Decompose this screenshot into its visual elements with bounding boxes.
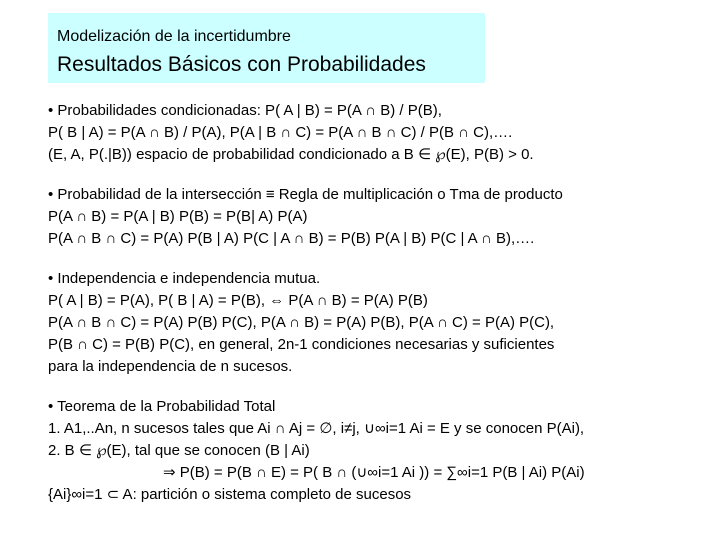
conditional-probability-block: [48, 100, 716, 166]
text-line: ⇒ P(B) = P(B ∩ E) = P( B ∩ (∪∞i=1 Ai )) = ∑∞i=1 P(B | Ai) P(Ai): [163, 464, 585, 481]
text-line: • Teorema de la Probabilidad Total: [48, 398, 276, 415]
text-line: P( B | A) = P(A ∩ B) / P(A), P(A | B ∩ C) = P(A ∩ B ∩ C) / P(B ∩ C),….: [48, 124, 513, 141]
slide-content: [48, 100, 716, 524]
text-line: P(A ∩ B ∩ C) = P(A) P(B | A) P(C | A ∩ B) = P(B) P(A | B) P(C | A ∩ B),….: [48, 230, 535, 247]
total-probability-block: [48, 396, 716, 506]
text-line: {Ai}∞i=1 ⊂ A: partición o sistema completo de sucesos: [48, 486, 412, 503]
independence-block: [48, 268, 716, 378]
text-line: P(A ∩ B) = P(A | B) P(B) = P(B| A) P(A): [48, 208, 308, 225]
text-line: • Independencia e independencia mutua.: [48, 270, 321, 287]
title-box: [48, 13, 485, 83]
slide-title: Resultados Básicos con Probabilidades: [57, 53, 426, 76]
text-line: • Probabilidad de la intersección ≡ Regla de multiplicación o Tma de producto: [48, 186, 563, 203]
text-line: 2. B ∈ ℘(E), tal que se conocen (B | Ai): [48, 442, 310, 459]
text-line: P(B ∩ C) = P(B) P(C), en general, 2n-1 condiciones necesarias y suficientes: [48, 336, 555, 353]
text-line: para la independencia de n sucesos.: [48, 358, 293, 375]
text-line: P( A | B) = P(A), P( B | A) = P(B), ⇔ P(A ∩ B) = P(A) P(B): [48, 292, 428, 309]
text-line: P(A ∩ B ∩ C) = P(A) P(B) P(C), P(A ∩ B) = P(A) P(B), P(A ∩ C) = P(A) P(C),: [48, 314, 555, 331]
slide-subtitle: Modelización de la incertidumbre: [57, 28, 291, 45]
text-line: (E, A, P(.|B)) espacio de probabilidad condicionado a B ∈ ℘(E), P(B) > 0.: [48, 146, 534, 163]
text-line: • Probabilidades condicionadas: P( A | B) = P(A ∩ B) / P(B),: [48, 102, 442, 119]
text-line: 1. A1,..An, n sucesos tales que Ai ∩ Aj = ∅, i≠j, ∪∞i=1 Ai = E y se conocen P(Ai),: [48, 420, 585, 437]
intersection-block: [48, 184, 716, 250]
